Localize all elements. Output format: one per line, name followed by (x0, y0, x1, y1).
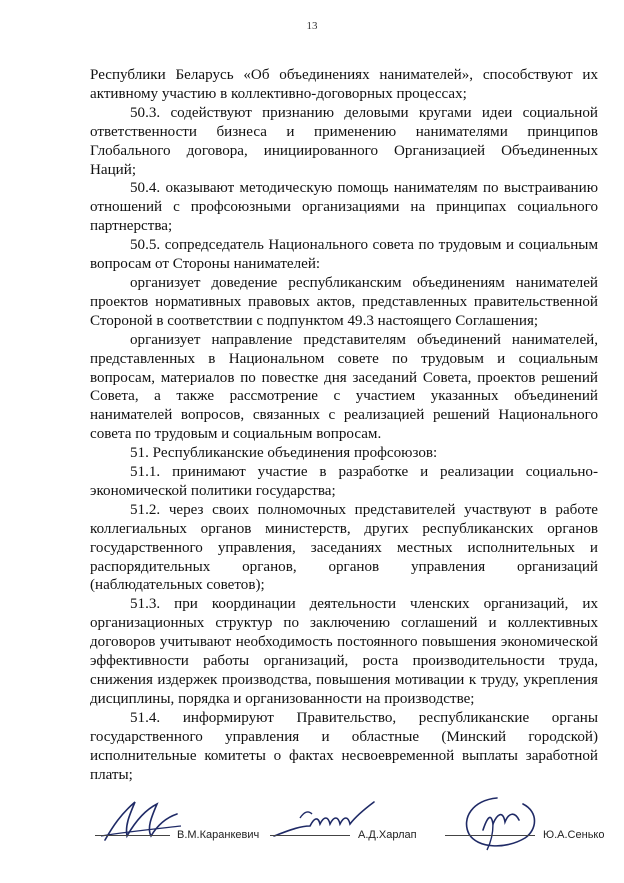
signature-row (0, 790, 624, 860)
paragraph: организует направление представителям объединений нанимателей, представленных в Национальном совете по трудовым и социальным вопросам, материалов по повестке дня заседаний Совета, проектов решений Совета, а также рассмотрение с участием указанных объединений нанимателей вопросов, связанных с реализацией решений Национального совета по трудовым и социальным вопросам. (90, 331, 598, 443)
handwritten-signature-icon (95, 796, 185, 846)
paragraph: организует доведение республиканским объединениям нанимателей проектов нормативных правовых актов, представленных правительственной Стороной в соответствии с подпунктом 49.3 настоящего Соглашения; (90, 274, 598, 329)
signatory-name: Ю.А.Сенько (543, 829, 605, 841)
paragraph: 51. Республиканские объединения профсоюзов: (130, 445, 438, 462)
signature-block-kharlap (270, 790, 450, 860)
paragraph: 51.2. через своих полномочных представителей участвуют в работе коллегиальных органов министерств, других республиканских органов государственного управления, заседаниях местных исполнительных и распорядительных органов, органов управления организаций (наблюдательных советов); (90, 501, 598, 594)
paragraph: 50.4. оказывают методическую помощь нанимателям по выстраиванию отношений с профсоюзными организациями на принципах социального партнерства; (90, 180, 598, 235)
paragraph: 50.5. сопредседатель Национального совета по трудовым и социальным вопросам от Стороны нанимателей: (90, 237, 598, 273)
signature-block-karankevich (95, 790, 275, 860)
signatory-name: В.М.Каранкевич (177, 829, 260, 841)
document-body (90, 66, 598, 784)
paragraph: 51.4. информируют Правительство, республиканские органы государственного управления и областные (Минский городской) исполнительные комитеты о фактах несвоевременной выплаты заработной платы; (90, 709, 598, 783)
paragraph: 51.3. при координации деятельности членских организаций, их организационных структур по заключению соглашений и коллективных договоров учитывают необходимость постоянного повышения экономической эффективности работы организаций, роста производительности труда, снижения издержек производства, повышения мотивации к труду, укрепления дисциплины, порядка и организованности на производстве; (90, 596, 598, 707)
paragraph: Республики Беларусь «Об объединениях нанимателей», способствуют их активному участию в коллективно-договорных процессах; (90, 67, 598, 102)
signature-line (270, 835, 350, 836)
handwritten-signature-icon (453, 790, 543, 856)
paragraph: 51.1. принимают участие в разработке и реализации социально-экономической политики государства; (90, 464, 598, 499)
signature-line (445, 835, 535, 836)
signature-block-senko (445, 790, 615, 860)
paragraph: 50.3. содействуют признанию деловыми кругами идеи социальной ответственности бизнеса и применению нанимателями принципов Глобального договора, инициированного Организацией Объединенных Наций; (90, 104, 598, 178)
signatory-name: А.Д.Харлап (358, 829, 417, 841)
page-number: 13 (306, 20, 318, 32)
signature-line (95, 835, 170, 836)
